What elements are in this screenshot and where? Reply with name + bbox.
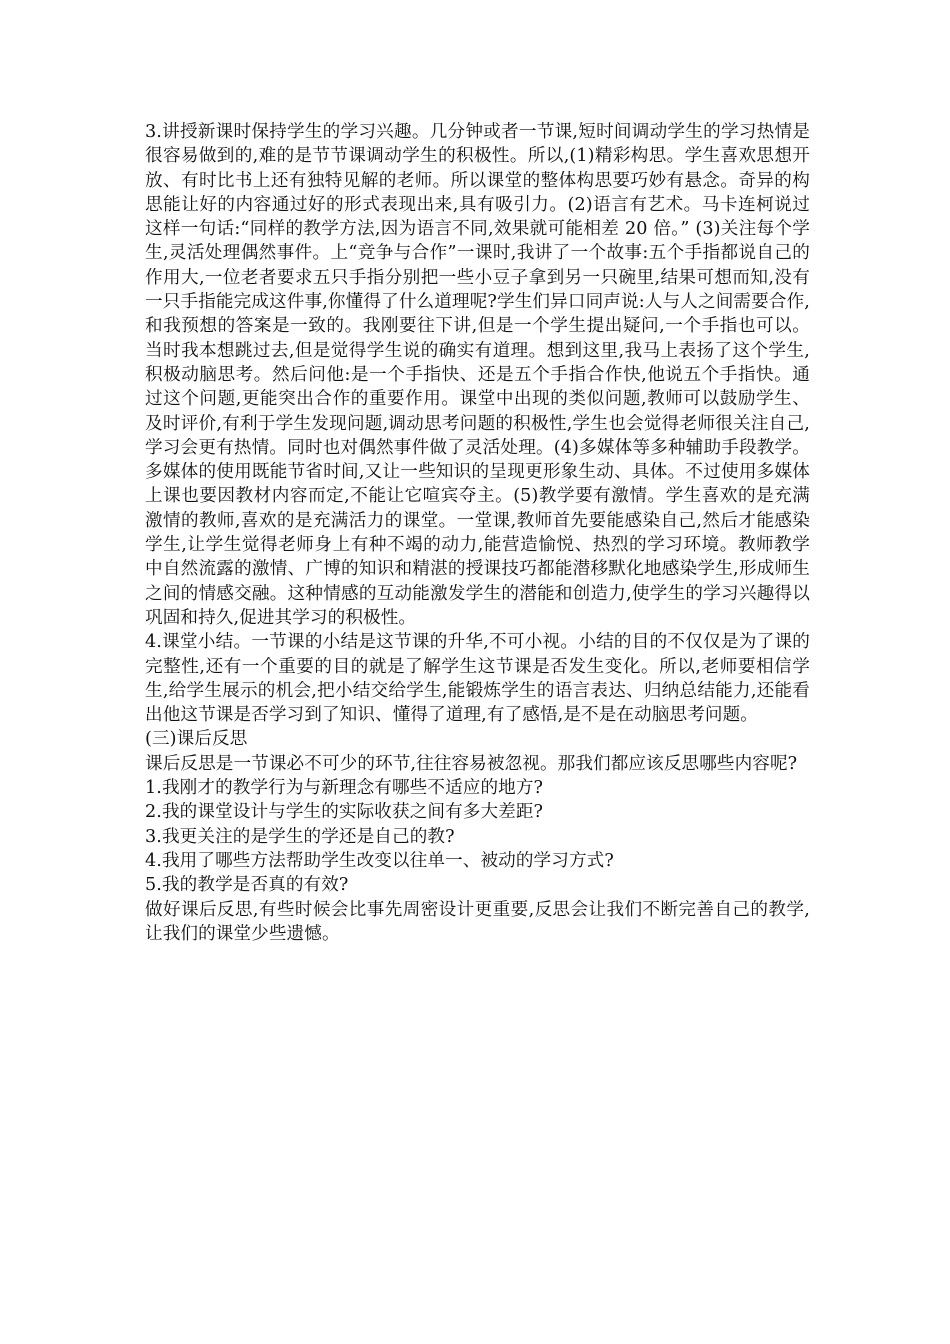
list-item-question-1: 1.我刚才的教学行为与新理念有哪些不适应的地方? <box>145 778 544 799</box>
document-page <box>145 120 810 946</box>
list-item-question-2: 2.我的课堂设计与学生的实际收获之间有多大差距? <box>145 802 544 823</box>
paragraph-lesson-summary: 4.课堂小结。一节课的小结是这节课的升华,不可小视。小结的目的不仅仅是为了课的完整性,还有一个重要的目的就是了解学生这节课是否发生变化。所以,老师要相信学生,给学生展示的机会,把小结交给学生,能锻炼学生的语言表达、归纳总结能力,还能看出他这节课是否学习到了知识、懂得了道理,有了感悟,是不是在动脑思考问题。 <box>145 632 810 726</box>
section-heading-reflection: (三)课后反思 <box>145 729 248 750</box>
list-item-question-3: 3.我更关注的是学生的学还是自己的教? <box>145 826 455 847</box>
list-item-question-4: 4.我用了哪些方法帮助学生改变以往单一、被动的学习方式? <box>145 850 614 871</box>
paragraph-lesson-interest: 3.讲授新课时保持学生的学习兴趣。几分钟或者一节课,短时间调动学生的学习热情是很容易做到的,难的是节节课调动学生的积极性。所以,(1)精彩构思。学生喜欢思想开放、有时比书上还有独特见解的老师。所以课堂的整体构思要巧妙有悬念。奇异的构思能让好的内容通过好的形式表现出来,具有吸引力。(2)语言有艺术。马卡连柯说过这样一句话:“同样的教学方法,因为语言不同,效果就可能相差 20 倍。” (3)关注每个学生,灵活处理偶然事件。上“竞争与合作”一课时,我讲了一个故事:五个手指都说自己的作用大,一位老者要求五只手指分别把一些小豆子拿到另一只碗里,结果可想而知,没有一只手指能完成这件事,你懂得了什么道理呢?学生们异口同声说:人与人之间需要合作,和我预想的答案是一致的。我刚要往下讲,但是一个学生提出疑问,一个手指也可以。当时我本想跳过去,但是觉得学生说的确实有道理。想到这里,我马上表扬了这个学生,积极动脑思考。然后问他:是一个手指快、还是五个手指合作快,他说五个手指快。通过这个问题,更能突出合作的重要作用。课堂中出现的类似问题,教师可以鼓励学生、及时评价,有利于学生发现问题,调动思考问题的积极性,学生也会觉得老师很关注自己,学习会更有热情。同时也对偶然事件做了灵活处理。(4)多媒体等多种辅助手段教学。多媒体的使用既能节省时间,又让一些知识的呈现更形象生动、具体。不过使用多媒体上课也要因教材内容而定,不能让它喧宾夺主。(5)教学要有激情。学生喜欢的是充满激情的教师,喜欢的是充满活力的课堂。一堂课,教师首先要能感染自己,然后才能感染学生,让学生觉得老师身上有种不竭的动力,能营造愉悦、热烈的学习环境。教师教学中自然流露的激情、广博的知识和精湛的授课技巧都能潜移默化地感染学生,形成师生之间的情感交融。这种情感的互动能激发学生的潜能和创造力,使学生的学习兴趣得以巩固和持久,促进其学习的积极性。 <box>145 122 810 628</box>
paragraph-conclusion: 做好课后反思,有些时候会比事先周密设计更重要,反思会让我们不断完善自己的教学,让我们的课堂少些遗憾。 <box>145 899 810 944</box>
list-item-question-5: 5.我的教学是否真的有效? <box>145 875 349 896</box>
paragraph-reflection-intro: 课后反思是一节课必不可少的环节,往往容易被忽视。那我们都应该反思哪些内容呢? <box>145 753 798 774</box>
